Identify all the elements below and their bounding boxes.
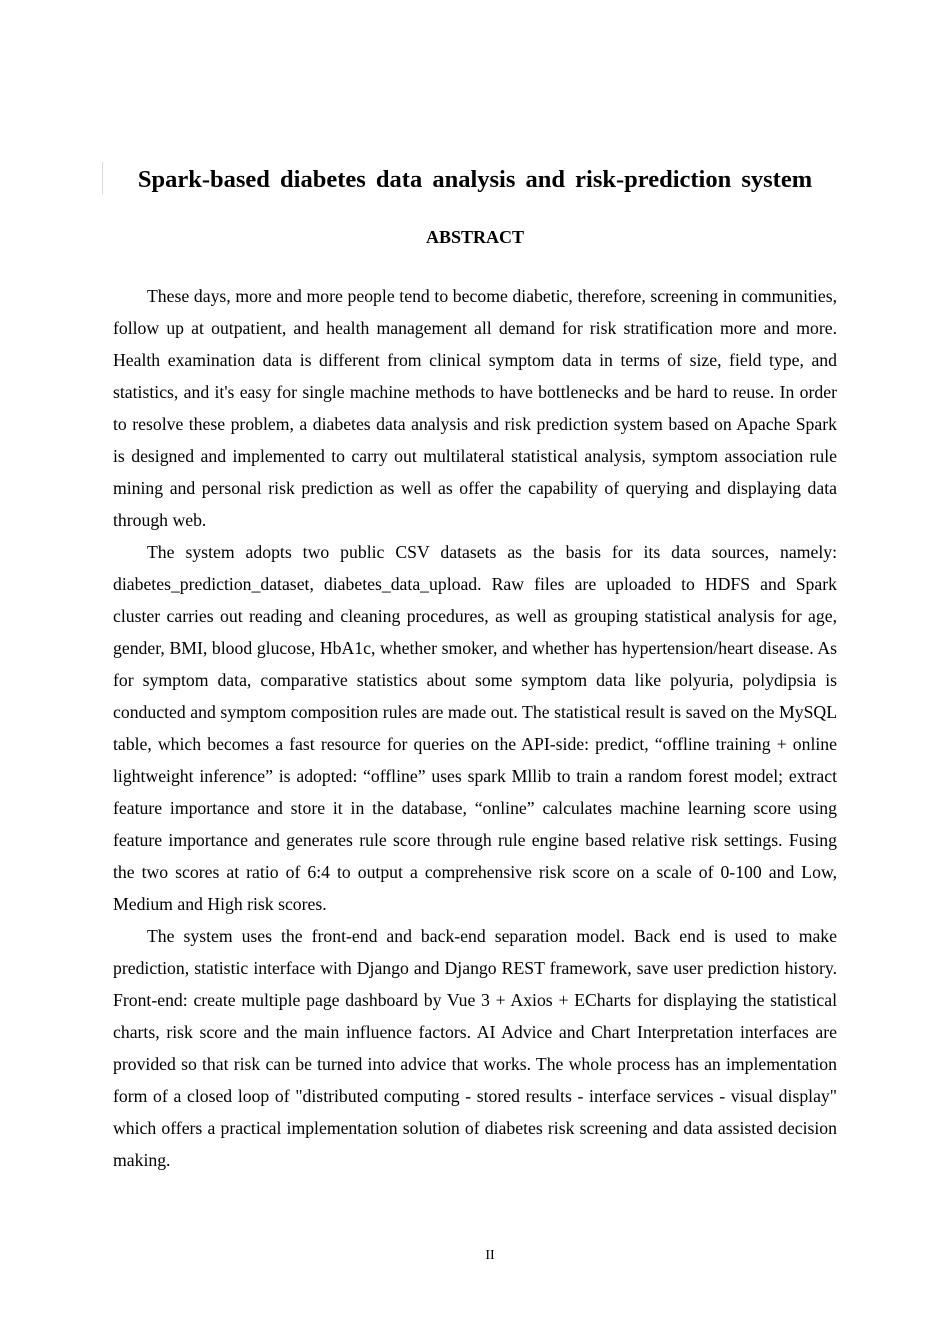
abstract-paragraph-2: The system adopts two public CSV datasets as the basis for its data sources, namely: diabetes_prediction_dataset, diabetes_data_upload. Raw files are uploaded to HDFS and Spark cluster carries out reading and cleaning procedures, as well as grouping statistical analysis for age, gender, BMI, blood glucose, HbA1c, whether smoker, and whether has hypertension/heart disease. As for symptom data, comparative statistics about some symptom data like polyuria, polydipsia is conducted and symptom composition rules are made out. The statistical result is saved on the MySQL table, which becomes a fast resource for queries on the API-side: predict, “offline training + online lightweight inference” is adopted: “offline” uses spark Mllib to train a random forest model; extract feature importance and store it in the database, “online” calculates machine learning score using feature importance and generates rule score through rule engine based relative risk settings. Fusing the two scores at ratio of 6:4 to output a comprehensive risk score on a scale of 0-100 and Low, Medium and High risk scores. [113, 542, 837, 914]
abstract-body [113, 280, 837, 1176]
abstract-paragraph-3: The system uses the front-end and back-end separation model. Back end is used to make prediction, statistic interface with Django and Django REST framework, save user prediction history. Front-end: create multiple page dashboard by Vue 3 + Axios + ECharts for displaying the statistical charts, risk score and the main influence factors. AI Advice and Chart Interpretation interfaces are provided so that risk can be turned into advice that works. The whole process has an implementation form of a closed loop of "distributed computing - stored results - interface services - visual display" which offers a practical implementation solution of diabetes risk screening and data assisted decision making. [113, 926, 837, 1170]
abstract-paragraph-1: These days, more and more people tend to become diabetic, therefore, screening in communities, follow up at outpatient, and health management all demand for risk stratification more and more. Health examination data is different from clinical symptom data in terms of size, field type, and statistics, and it's easy for single machine methods to have bottlenecks and be hard to reuse. In order to resolve these problem, a diabetes data analysis and risk prediction system based on Apache Spark is designed and implemented to carry out multilateral statistical analysis, symptom association rule mining and personal risk prediction as well as offer the capability of querying and displaying data through web. [113, 286, 837, 530]
paper-title: Spark-based diabetes data analysis and risk-prediction system [137, 166, 813, 193]
abstract-heading: ABSTRACT [425, 227, 525, 247]
title-margin-line [102, 162, 103, 194]
page-number: II [485, 1248, 495, 1263]
